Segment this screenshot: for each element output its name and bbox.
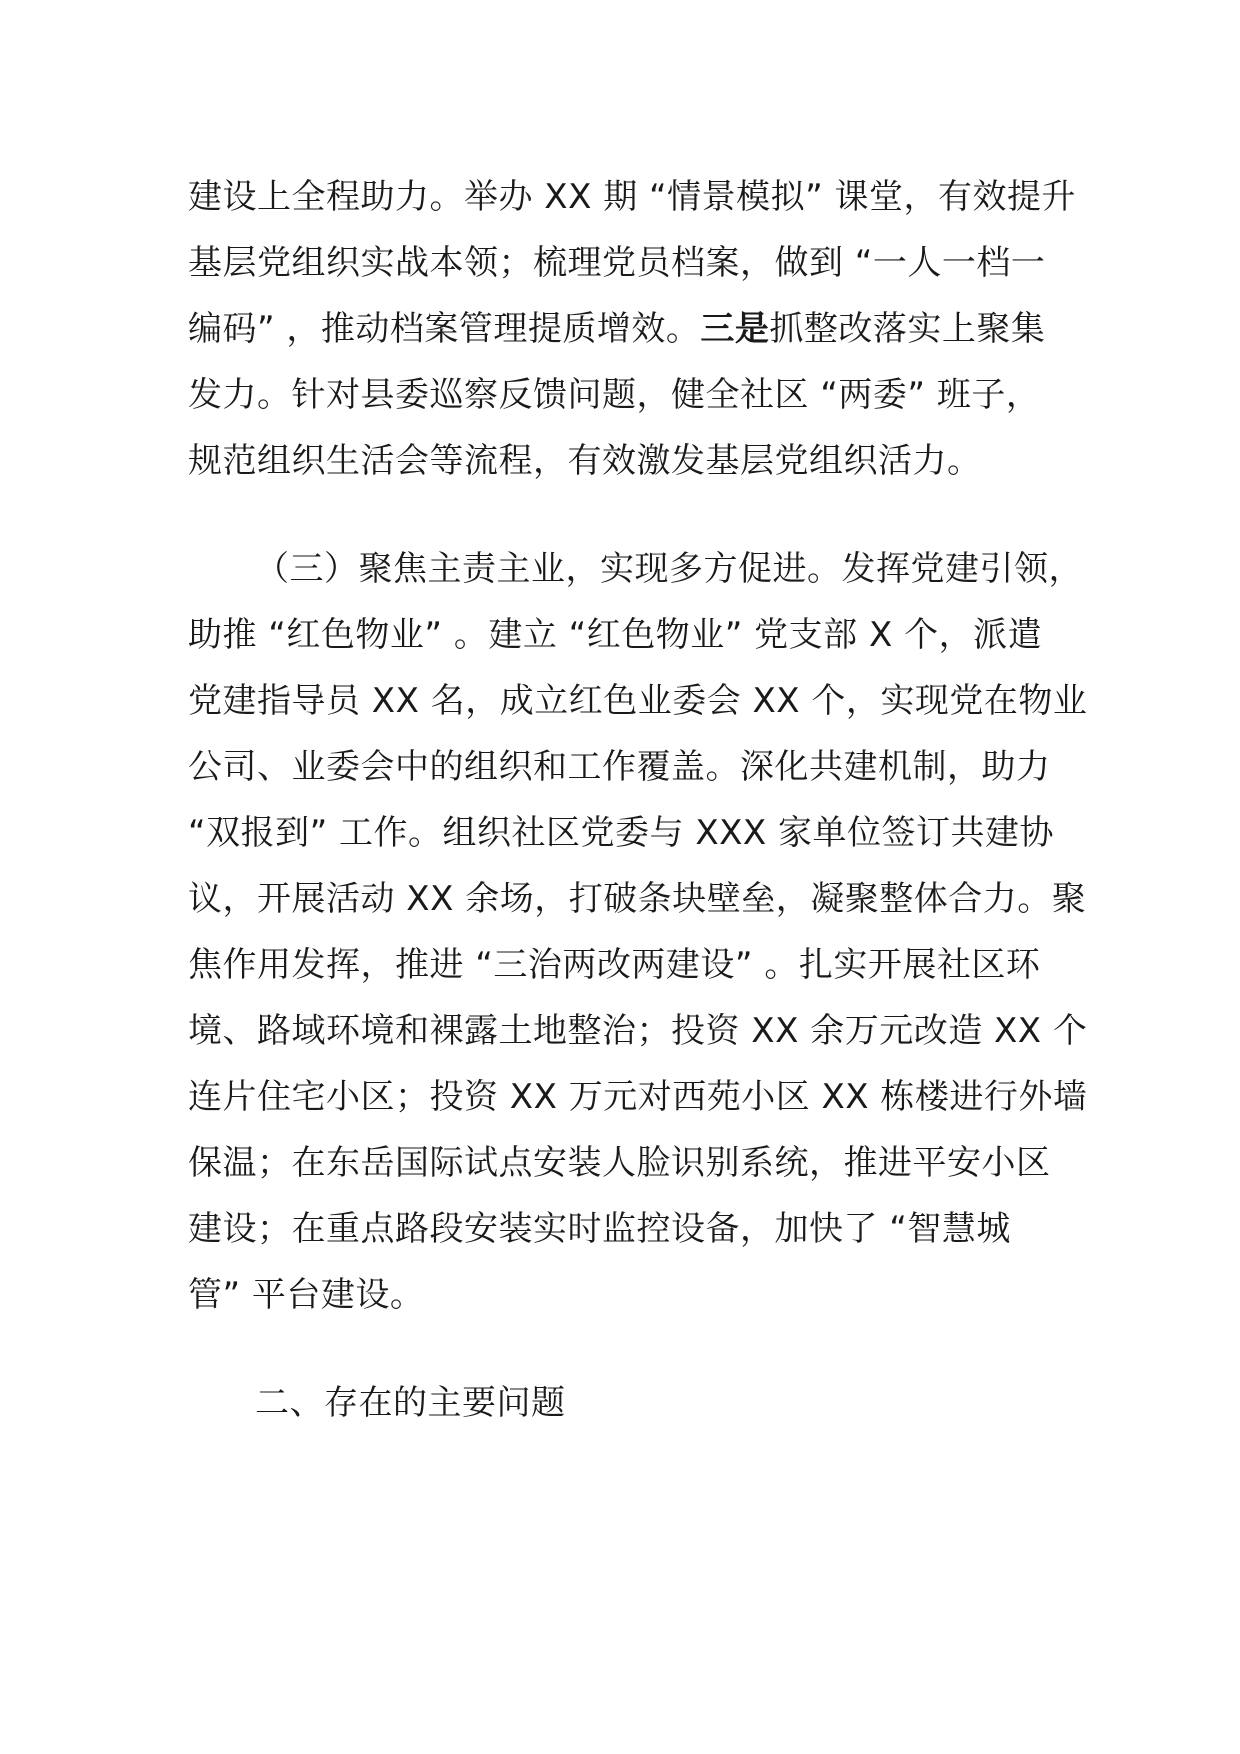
text-line-first: （三）聚焦主责主业，实现多方促进。发挥党建引领，: [255, 549, 1083, 589]
text-line: 党建指导员 XX 名，成立红色业委会 XX 个，实现党在物业: [188, 681, 1088, 721]
section-heading-block: [188, 1370, 1058, 1436]
text-line: 境、路域环境和裸露土地整治；投资 XX 余万元改造 XX 个: [188, 1011, 1088, 1051]
text-line: 保温；在东岳国际试点安装人脸识别系统，推进平安小区: [188, 1143, 1051, 1183]
text-segment: 编码” ，推动档案管理提质增效。: [188, 309, 701, 349]
text-line: 管” 平台建设。: [188, 1275, 425, 1315]
text-line: [188, 296, 1058, 362]
text-line: 基层党组织实战本领；梳理党员档案，做到 “一人一档一: [188, 243, 1046, 283]
bold-lead-text: 三是: [700, 309, 770, 349]
text-line: “双报到” 工作。组织社区党委与 XXX 家单位签订共建协: [188, 813, 1055, 853]
paragraph-continuation: [188, 164, 1077, 494]
text-line: 连片住宅小区；投资 XX 万元对西苑小区 XX 栋楼进行外墙: [188, 1077, 1088, 1117]
text-line: 议，开展活动 XX 余场，打破条块壁垒，凝聚整体合力。聚: [188, 879, 1087, 919]
text-segment: 抓整改落实上聚集: [769, 309, 1046, 349]
text-line: 建设上全程助力。举办 XX 期 “情景模拟” 课堂，有效提升: [188, 177, 1077, 217]
section-heading: 二、存在的主要问题: [255, 1383, 566, 1423]
text-line: 焦作用发挥，推进 “三治两改两建设” 。扎实开展社区环: [188, 945, 1041, 985]
text-line: 助推 “红色物业” 。建立 “红色物业” 党支部 X 个，派遣: [188, 615, 1043, 655]
text-line: 规范组织生活会等流程，有效激发基层党组织活力。: [188, 441, 982, 481]
text-line: 公司、业委会中的组织和工作覆盖。深化共建机制，助力: [188, 747, 1051, 787]
text-line: 发力。针对县委巡察反馈问题，健全社区 “两委” 班子，: [188, 375, 1041, 415]
text-line: 建设；在重点路段安装实时监控设备，加快了 “智慧城: [188, 1209, 1011, 1249]
paragraph-section-three: [188, 536, 1088, 1328]
